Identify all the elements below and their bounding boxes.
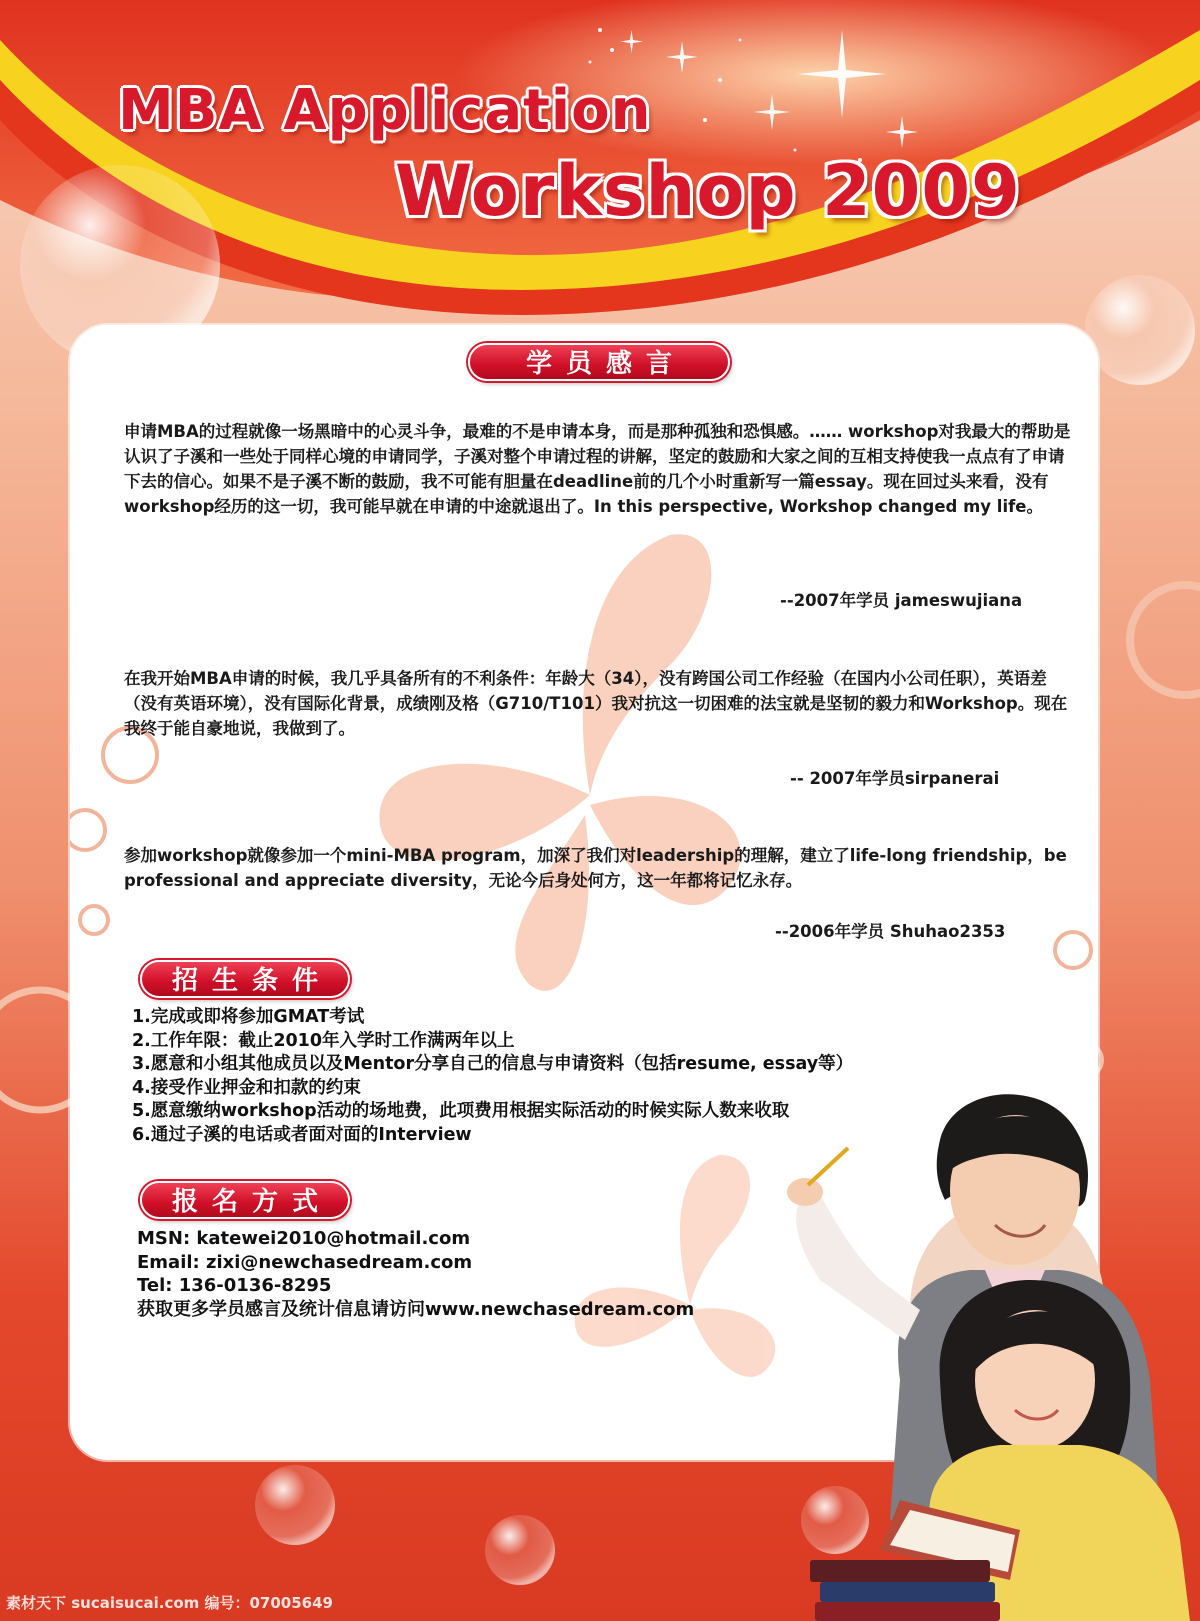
- testimonial-2-text: 在我开始MBA申请的时候，我几乎具备所有的不利条件：年龄大（34），没有跨国公司工作经验（在国内小公司任职），英语差（没有英语环境），没有国际化背景，成绩刚及格（G710/T101）我对抗这一切困难的法宝就是坚韧的毅力和Workshop。现在我终于能自豪地说，我做到了。: [124, 669, 1068, 738]
- requirements-list: [132, 1006, 853, 1147]
- msn-contact: MSN: katewei2010@hotmail.com: [137, 1228, 471, 1249]
- watermark-text: 素材天下 sucaisucai.com 编号：07005649: [6, 1594, 333, 1612]
- list-item: 6.通过子溪的电话或者面对面的Interview: [132, 1124, 472, 1145]
- list-item: 3.愿意和小组其他成员以及Mentor分享自己的信息与申请资料（包括resume, essay等）: [132, 1054, 854, 1074]
- title-line-2: Workshop 2009: [395, 150, 1021, 232]
- testimonial-2-signature: -- 2007年学员sirpanerai: [790, 769, 1000, 788]
- registration-heading: 报名方式: [140, 1181, 350, 1219]
- testimonial-1-text: 申请MBA的过程就像一场黑暗中的心灵斗争，最难的不是申请本身，而是那种孤独和恐惧感。…… workshop对我最大的帮助是认识了子溪和一些处于同样心境的申请同学，子溪对整个申请过程的讲解，坚定的鼓励和大家之间的互相支持使我一点点有了申请下去的信心。如果不是子溪不断的鼓励，我不可能有胆量在deadline前的几个小时重新写一篇essay。现在回过头来看，没有workshop经历的这一切，我可能早就在申请的中途就退出了。In this perspective, Workshop changed my life。: [124, 422, 1071, 516]
- title-line-1: MBA Application: [118, 78, 652, 143]
- testimonial-3-signature: --2006年学员 Shuhao2353: [775, 922, 1006, 941]
- registration-list: [137, 1227, 694, 1321]
- students-photo: [760, 1080, 1200, 1621]
- list-item: 1.完成或即将参加GMAT考试: [132, 1007, 365, 1027]
- website-link[interactable]: 获取更多学员感言及统计信息请访问www.newchasedream.com: [137, 1298, 695, 1320]
- list-item: 2.工作年限：截止2010年入学时工作满两年以上: [132, 1030, 515, 1051]
- list-item: 5.愿意缴纳workshop活动的场地费，此项费用根据实际活动的时候实际人数来收取: [132, 1101, 790, 1121]
- list-item: 4.接受作业押金和扣款的约束: [132, 1077, 361, 1098]
- email-contact: Email: zixi@newchasedream.com: [137, 1251, 473, 1273]
- testimonials-heading: 学员感言: [468, 343, 730, 381]
- testimonial-3-text: 参加workshop就像参加一个mini-MBA program，加深了我们对leadership的理解，建立了life-long friendship，be professional and appreciate diversity，无论今后身处何方，这一年都将记忆永存。: [124, 846, 1067, 890]
- requirements-heading: 招生条件: [140, 960, 350, 998]
- testimonial-1-signature: --2007年学员 jameswujiana: [780, 591, 1023, 610]
- phone-contact: Tel: 136-0136-8295: [137, 1275, 332, 1296]
